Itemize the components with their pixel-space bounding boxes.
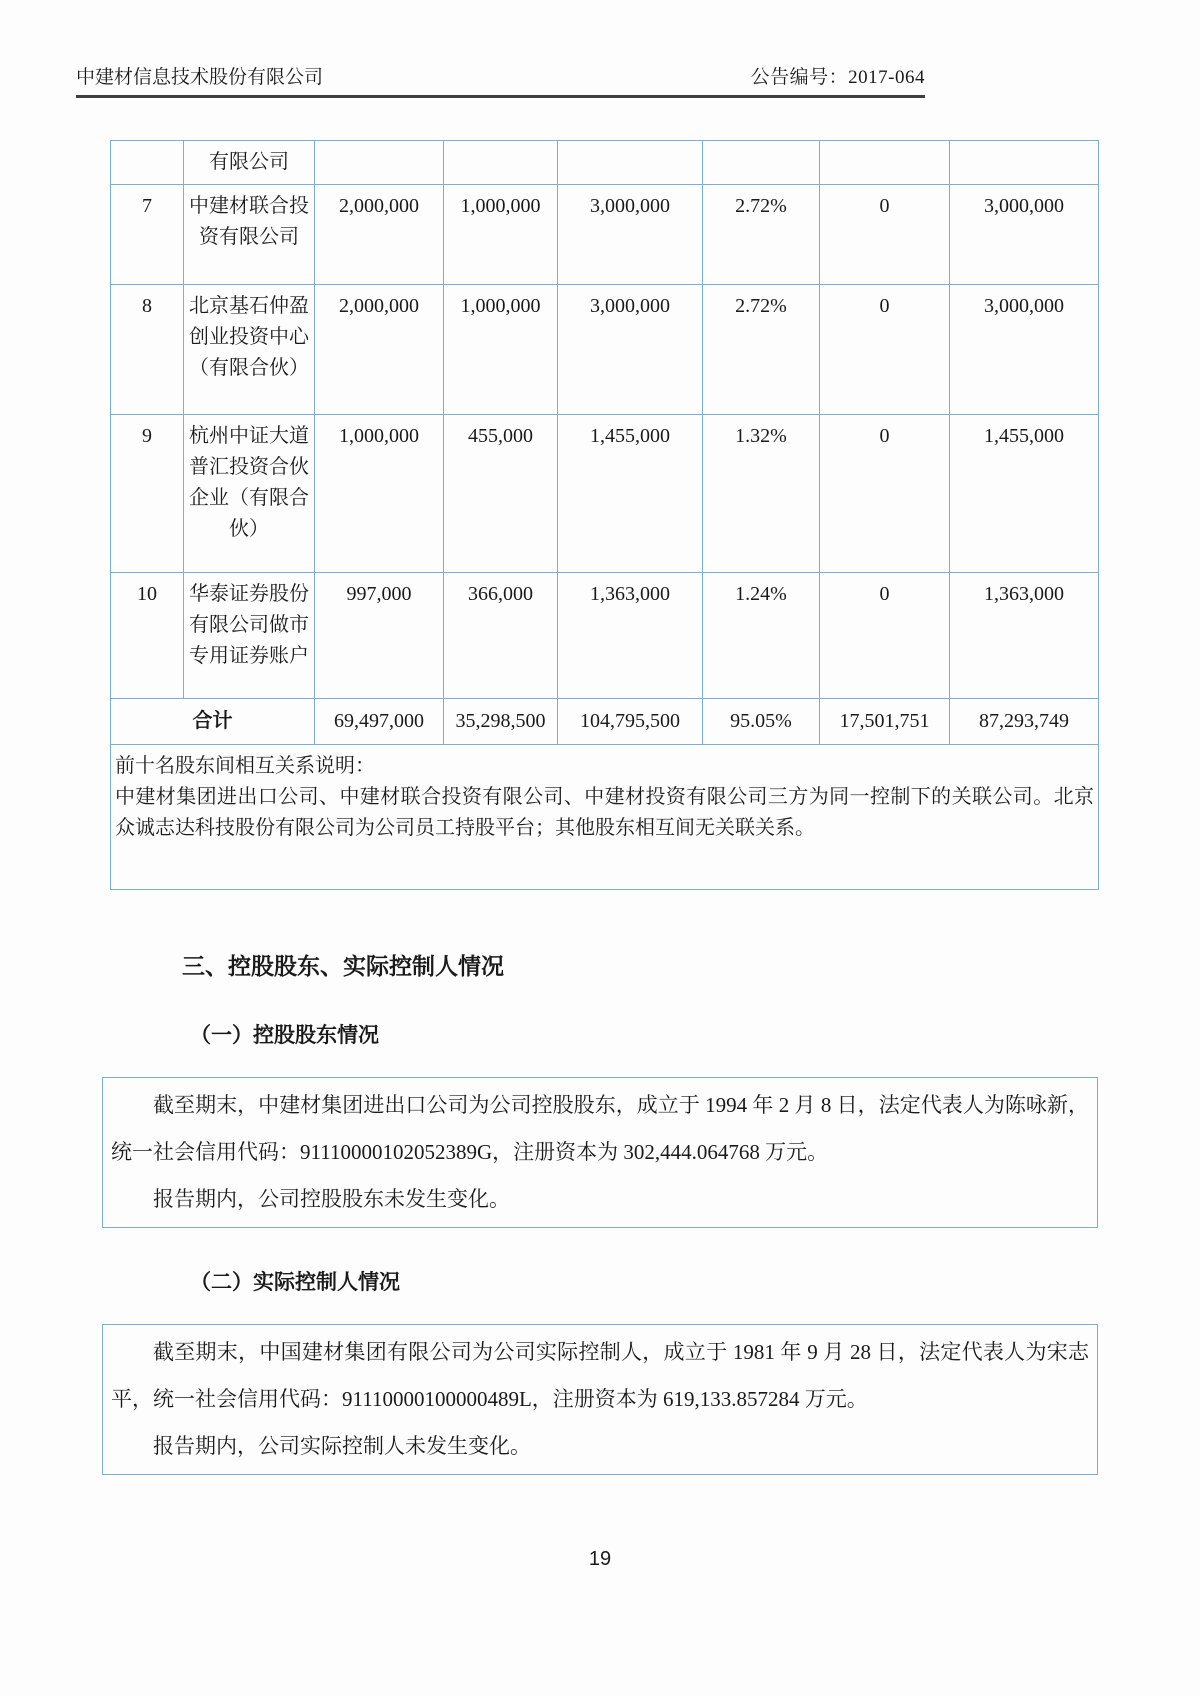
total-label-cell: 合计 (111, 699, 315, 745)
page-content (102, 140, 1098, 1475)
total-percent-cell: 95.05% (703, 699, 820, 745)
paragraph: 截至期末，中建材集团进出口公司为公司控股股东，成立于 1994 年 2 月 8 日，法定代表人为陈咏新，统一社会信用代码：91110000102052389G，注册资本为 302,444.064768 万元。 (111, 1093, 1089, 1164)
value-cell: 366,000 (444, 573, 558, 699)
row-number-cell: 7 (111, 185, 184, 285)
value-cell: 1,363,000 (558, 573, 703, 699)
table-row-carryover (111, 141, 1099, 185)
row-number-cell: 8 (111, 285, 184, 415)
relationship-note-title: 前十名股东间相互关系说明： (115, 755, 375, 777)
value-cell (950, 141, 1099, 185)
value-cell (820, 141, 950, 185)
section-heading: 三、控股股东、实际控制人情况 (182, 953, 504, 979)
total-value-cell: 87,293,749 (950, 699, 1099, 745)
value-cell: 2,000,000 (315, 185, 444, 285)
value-cell (315, 141, 444, 185)
value-cell: 3,000,000 (950, 285, 1099, 415)
value-cell: 455,000 (444, 415, 558, 573)
value-cell: 1,363,000 (950, 573, 1099, 699)
total-value-cell: 17,501,751 (820, 699, 950, 745)
value-cell: 3,000,000 (558, 285, 703, 415)
relationship-note-body: 中建材集团进出口公司、中建材联合投资有限公司、中建材投资有限公司三方为同一控制下的关联公司。北京众诚志达科技股份有限公司为公司员工持股平台；其他股东相互间无关联关系。 (115, 786, 1094, 839)
row-number-cell: 10 (111, 573, 184, 699)
shareholder-name-cell: 北京基石仲盈创业投资中心（有限合伙） (184, 285, 315, 415)
document-header (76, 0, 925, 98)
shareholders-table (110, 140, 1099, 890)
shareholder-name-cell: 华泰证券股份有限公司做市专用证券账户 (184, 573, 315, 699)
row-number-cell: 9 (111, 415, 184, 573)
value-cell: 0 (820, 185, 950, 285)
value-cell: 1,000,000 (444, 285, 558, 415)
paragraph: 报告期内，公司实际控制人未发生变化。 (153, 1434, 531, 1458)
paragraph: 报告期内，公司控股股东未发生变化。 (153, 1187, 510, 1211)
subsection-heading-2: （二）实际控制人情况 (190, 1271, 400, 1294)
shareholder-name-cell: 杭州中证大道普汇投资合伙企业（有限合伙） (184, 415, 315, 573)
table-row (111, 573, 1099, 699)
percent-cell: 1.24% (703, 573, 820, 699)
value-cell (558, 141, 703, 185)
row-number-cell (111, 141, 184, 185)
value-cell (703, 141, 820, 185)
subsection-heading-1: （一）控股股东情况 (190, 1024, 379, 1047)
table-row (111, 185, 1099, 285)
total-value-cell: 69,497,000 (315, 699, 444, 745)
relationship-note-cell (111, 745, 1099, 890)
controlling-shareholder-box (102, 1077, 1098, 1228)
value-cell: 3,000,000 (950, 185, 1099, 285)
value-cell: 1,455,000 (558, 415, 703, 573)
percent-cell: 2.72% (703, 285, 820, 415)
shareholder-name-cell: 有限公司 (184, 141, 315, 185)
relationship-note-row (111, 745, 1099, 890)
percent-cell: 2.72% (703, 185, 820, 285)
total-row (111, 699, 1099, 745)
total-value-cell: 104,795,500 (558, 699, 703, 745)
value-cell: 3,000,000 (558, 185, 703, 285)
page-number: 19 (588, 1548, 612, 1570)
value-cell: 1,455,000 (950, 415, 1099, 573)
value-cell: 0 (820, 415, 950, 573)
company-name: 中建材信息技术股份有限公司 (76, 67, 324, 88)
paragraph: 截至期末，中国建材集团有限公司为公司实际控制人，成立于 1981 年 9 月 28 日，法定代表人为宋志平，统一社会信用代码：91110000100000489L，注册资本为 619,133.857284 万元。 (111, 1340, 1089, 1411)
value-cell: 0 (820, 285, 950, 415)
shareholder-name-cell: 中建材联合投资有限公司 (184, 185, 315, 285)
value-cell: 2,000,000 (315, 285, 444, 415)
value-cell (444, 141, 558, 185)
percent-cell: 1.32% (703, 415, 820, 573)
table-row (111, 285, 1099, 415)
value-cell: 1,000,000 (315, 415, 444, 573)
table-row (111, 415, 1099, 573)
actual-controller-box (102, 1324, 1098, 1475)
total-value-cell: 35,298,500 (444, 699, 558, 745)
value-cell: 997,000 (315, 573, 444, 699)
announcement-number: 公告编号：2017-064 (750, 67, 925, 88)
value-cell: 0 (820, 573, 950, 699)
value-cell: 1,000,000 (444, 185, 558, 285)
